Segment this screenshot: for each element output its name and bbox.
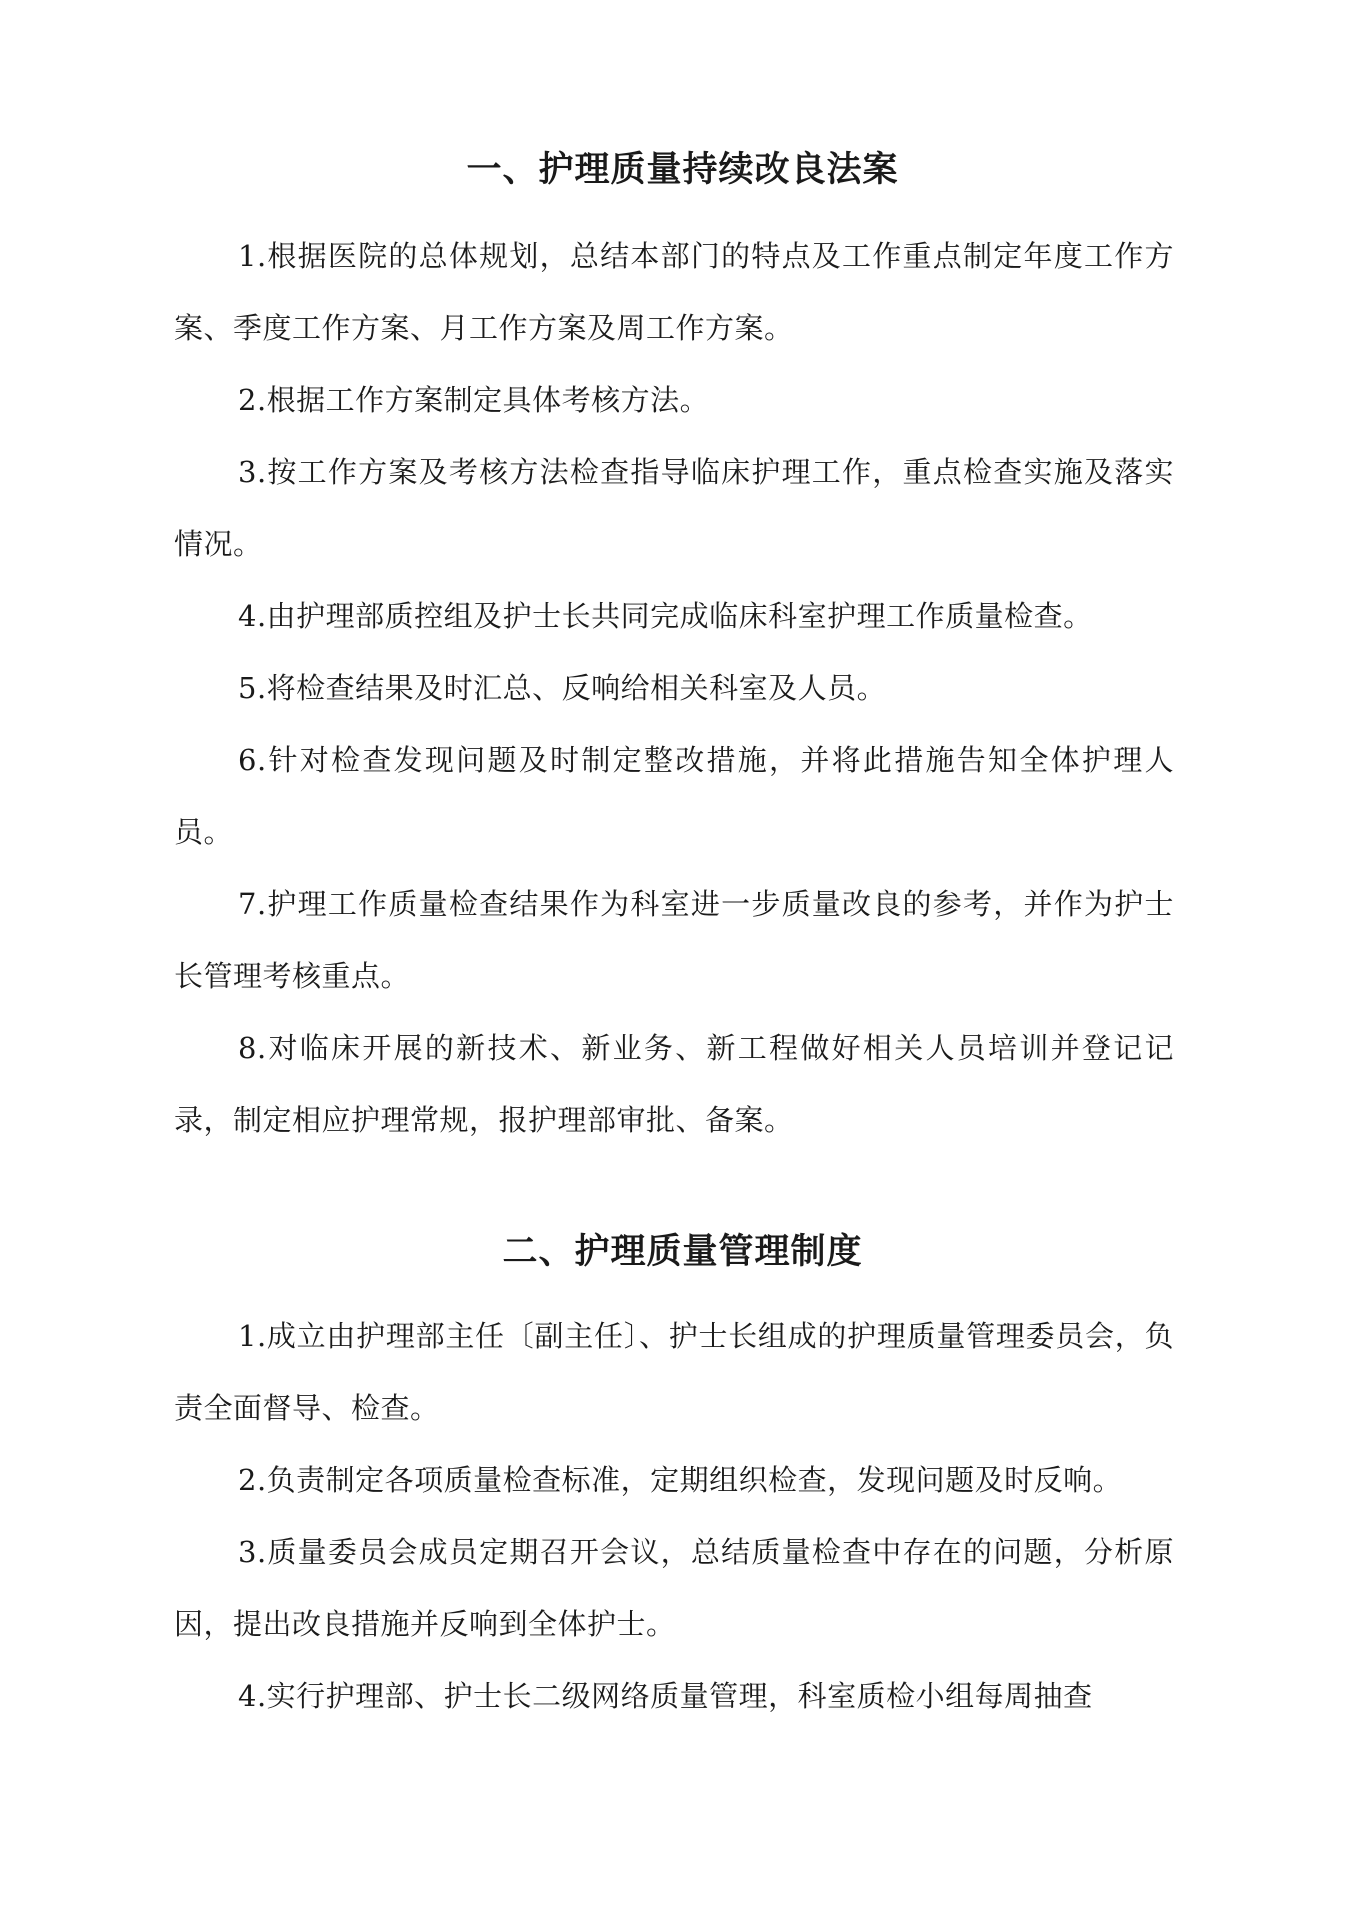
section-1-item-5: 5.将检查结果及时汇总、反响给相关科室及人员。 bbox=[238, 671, 887, 705]
section-1-item-7: 7.护理工作质量检查结果作为科室进一步质量改良的参考，并作为护士长管理考核重点。 bbox=[174, 887, 1174, 993]
section-2-item-3: 3.质量委员会成员定期召开会议，总结质量检查中存在的问题，分析原因，提出改良措施并反响到全体护士。 bbox=[174, 1535, 1174, 1641]
section-1-item-4: 4.由护理部质控组及护士长共同完成临床科室护理工作质量检查。 bbox=[238, 599, 1093, 633]
section-2-title: 二、护理质量管理制度 bbox=[502, 1232, 863, 1272]
section-1-item-2: 2.根据工作方案制定具体考核方法。 bbox=[238, 383, 710, 417]
section-1-item-1: 1.根据医院的总体规划，总结本部门的特点及工作重点制定年度工作方案、季度工作方案、月工作方案及周工作方案。 bbox=[174, 239, 1174, 345]
section-1-item-6: 6.针对检查发现问题及时制定整改措施，并将此措施告知全体护理人员。 bbox=[174, 743, 1174, 849]
section-1-title: 一、护理质量持续改良法案 bbox=[466, 150, 899, 190]
section-1-item-8: 8.对临床开展的新技术、新业务、新工程做好相关人员培训并登记记录，制定相应护理常规，报护理部审批、备案。 bbox=[174, 1031, 1174, 1137]
section-1-item-3: 3.按工作方案及考核方法检查指导临床护理工作，重点检查实施及落实情况。 bbox=[174, 455, 1174, 561]
section-2-item-1: 1.成立由护理部主任〔副主任〕、护士长组成的护理质量管理委员会，负责全面督导、检查。 bbox=[174, 1319, 1174, 1425]
section-2-item-4: 4.实行护理部、护士长二级网络质量管理，科室质检小组每周抽查 bbox=[238, 1679, 1093, 1713]
section-2-item-2: 2.负责制定各项质量检查标准，定期组织检查，发现问题及时反响。 bbox=[238, 1463, 1123, 1497]
